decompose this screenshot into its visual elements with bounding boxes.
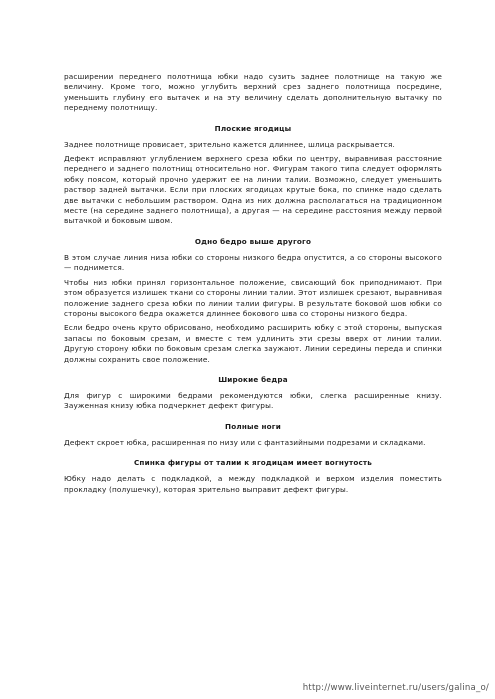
section-heading: Спинка фигуры от талии к ягодицам имеет вогнутость <box>133 458 373 468</box>
paragraph: расширении переднего полотнища юбки надо сузить заднее полотнище на такую же величину. Кроме того, можно углубить верхний срез заднего полотнища посредине, уменьшить глубину его вытачек и на эту величину сделать дополнительную вытачку по переднему полотнищу. <box>64 72 442 113</box>
paragraph: Дефект исправляют углублением верхнего среза юбки по центру, выравнивая расстояние переднего и заднего полотнищ относительно ног. Фигурам такого типа следует оформлять юбку поясом, который прочно удержит ее на линии талии. Возможно, следует уменьшить раствор задней вытачки. Если при плоских ягодицах крутые бока, по спинке надо сделать две вытачки с небольшим раствором. Одна из них должна располагаться на традиционном месте (на середине заднего полотнища), а другая — на середине расстояния между первой вытачкой и боковым швом. <box>64 154 442 226</box>
paragraph: Для фигур с широкими бедрами рекомендуются юбки, слегка расширенные книзу. Зауженная книзу юбка подчеркнет дефект фигуры. <box>64 390 442 411</box>
paragraph: Юбку надо делать с подкладкой, а между подкладкой и верхом изделия поместить прокладку (полушечку), которая зрительно выправит дефект фигуры. <box>64 474 442 494</box>
document-body <box>64 72 442 495</box>
section-heading: Плоские ягодицы <box>214 123 292 133</box>
paragraph: В этом случае линия низа юбки со стороны низкого бедра опустится, а со стороны высокого — поднимется. <box>64 252 442 273</box>
section-heading: Полные ноги <box>225 421 281 431</box>
source-url-watermark: http://www.liveinternet.ru/users/galina_o/ <box>302 683 489 693</box>
section-heading: Широкие бедра <box>218 374 288 384</box>
paragraph: Чтобы низ юбки принял горизонтальное положение, свисающий бок приподнимают. При этом образуется излишек ткани со стороны линии талии. Этот излишек срезают, выравнивая положение заднего среза юбки по линии талии фигуры. В результате боковой шов юбки со стороны высокого бедра окажется длиннее бокового шва со стороны низкого бедра. <box>64 277 442 318</box>
section-heading: Одно бедро выше другого <box>194 236 312 246</box>
paragraph: Если бедро очень круто обрисовано, необходимо расширить юбку с этой стороны, выпуская запасы по боковым срезам, и вместе с тем удлинить эти срезы вверх от линии талии. Другую сторону юбки по боковым срезам слегка заужают. Линии середины переда и спинки должны сохранить свое положение. <box>64 323 442 364</box>
paragraph: Дефект скроет юбка, расширенная по низу или с фантазийными подрезами и складками. <box>64 437 426 447</box>
paragraph: Заднее полотнище провисает, зрительно кажется длиннее, шлица раскрывается. <box>64 139 395 149</box>
